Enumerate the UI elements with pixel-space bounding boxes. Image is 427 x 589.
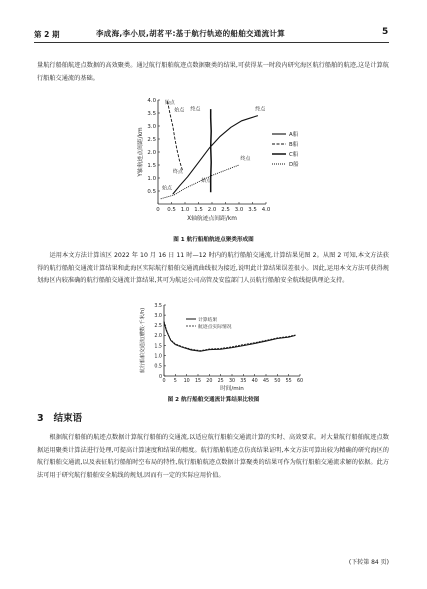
page-number: 5 [382,27,389,37]
running-title: 李成海,李小辰,胡茗平:基于航行轨迹的船舶交通流计算 [96,29,285,38]
y-tick-label: 3.0 [147,124,156,130]
point-annotation: 终点 [172,168,183,175]
point-annotation: 终点 [240,155,251,162]
y-tick-label: 0.5 [147,189,156,195]
x-tick-label: 2.0 [207,207,217,213]
x-axis-label: X轴航迹点间距/km [187,216,237,222]
paragraph-2: 运用本文方法计算该区 2022 年 10 月 16 日 11 时—12 时内的航行船舶交通流,计算结果见图 2。从图 2 可知,本文方法获得的航行船舶交通流计算结果和此海区实际航行船舶交通流曲线很为接近,说明此计算结果误差很小。因此,运用本文方法可获得规划海区内较准确的航行船舶交通流计算结果,其可为航运公司高管及安监部门人员航行船舶安全航线提供理论支持。 [37,252,389,285]
figure-2 [130,300,310,395]
paragraph-1: 量航行船舶航迹点数据的高效聚类。通过航行船舶航迹点数据聚类的结果,可获得某一时段内研究海区航行船舶的航迹,这是计算航行船舶交通流的基础。 [37,62,389,82]
y-tick-label: 3.5 [154,303,162,309]
x-tick-label: 10 [183,379,190,384]
point-annotation: 始点 [174,107,185,114]
y-tick-label: 2.0 [154,334,162,340]
x-tick-label: 0 [156,207,160,213]
section-number: 3 [37,413,44,424]
y-tick-label: 0.5 [154,364,162,370]
x-tick-label: 40 [251,379,258,384]
figure-1-chart [108,92,328,232]
x-tick-label: 35 [240,379,247,384]
x-tick-label: 4.0 [261,207,271,213]
y-axis-label: Y轴航迹点间距/km [138,127,144,177]
legend-label: B船 [289,142,299,148]
paragraph-3: 根据航行船舶的航迹点数据计算航行船舶的交通流,以适应航行船舶交通流计算的实时、高效要求。对大量航行船舶航迹点数据运用聚类计算法进行处理,可提高计算速度和结果的精度。航行船舶航迹点仿真结果证明,本文方法可算出较为精确的研究海区的航行船舶交通流,以及表征航行船舶时空布局的特性,航行船舶航迹点数据计算聚类的结果可作为航行船舶交通流求解的依据。此方法可用于研究航行船舶安全航线的规划,因而有一定的实际应用价值。 [37,434,389,479]
figure-2-chart [130,300,310,395]
legend-label: C船 [289,152,299,158]
legend-label: D船 [289,162,299,168]
x-tick-label: 2.5 [221,207,230,213]
x-tick-label: 15 [194,379,202,384]
y-tick-label: 4.0 [147,98,156,104]
y-tick-label: 3.5 [147,111,156,117]
continued-note: (下转第 84 页) [348,559,389,566]
x-tick-label: 1.5 [194,207,203,213]
point-annotation: 始点 [201,177,212,184]
y-tick-label: 1.0 [147,176,156,182]
x-tick-label: 60 [296,379,304,384]
y-tick-label: 2.5 [147,137,156,143]
y-tick-label: 0 [158,374,162,380]
y-tick-label: 3.0 [154,313,162,319]
figure-1 [108,92,328,232]
x-tick-label: 45 [262,379,270,384]
section-title: 结束语 [53,413,83,424]
point-annotation: 终点 [255,106,266,113]
y-tick-label: 1.5 [154,344,162,350]
x-tick-label: 50 [274,379,281,384]
x-tick-label: 30 [228,379,236,384]
x-tick-label: 0.5 [167,207,176,213]
y-axis-label: 航行船舶交通流(艘数·千米/h) [140,307,146,374]
y-tick-label: 1.5 [147,163,156,169]
x-tick-label: 20 [206,379,213,384]
point-annotation: 始点 [164,99,175,106]
legend-label: A船 [289,132,299,138]
figure-1-caption: 图 1 航行船舶航迹点聚类形成图 [173,237,254,243]
y-tick-label: 1.0 [154,354,162,360]
x-tick-label: 3.0 [234,207,244,213]
legend-label: 航迹点实际情况 [198,324,232,330]
x-tick-label: 25 [217,379,224,384]
x-tick-label: 1.0 [180,207,190,213]
x-tick-label: 0 [162,379,166,384]
point-annotation: 终点 [190,106,201,113]
y-tick-label: 2.5 [154,324,162,330]
point-annotation: 始点 [162,185,173,192]
x-tick-label: 5 [173,379,177,384]
x-tick-label: 3.5 [248,207,257,213]
x-axis-label: 时间/min [220,386,244,392]
x-tick-label: 55 [285,379,292,384]
issue-number: 第 2 期 [34,30,60,39]
figure-2-caption: 图 2 航行船舶交通流计算结果比较图 [167,397,260,403]
section-heading [37,410,82,424]
y-tick-label: 2.0 [147,150,156,156]
header-rule [34,42,389,43]
legend-label: 计算结果 [198,317,218,323]
